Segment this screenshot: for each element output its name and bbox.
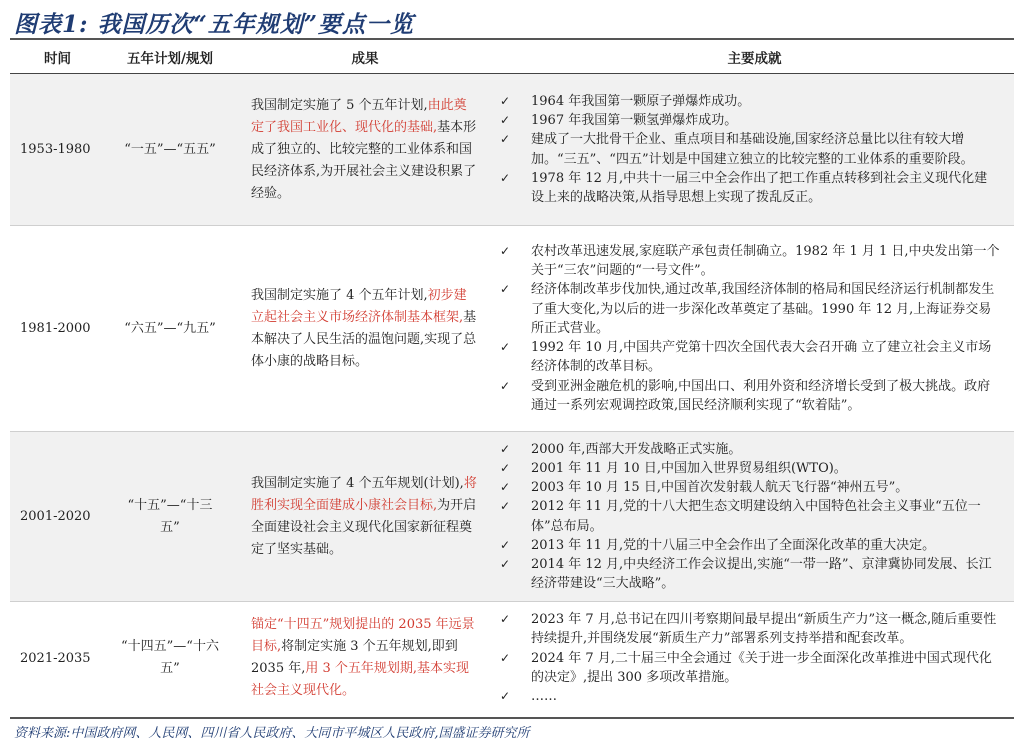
achievement-item (495, 440, 1000, 459)
header-result: 成果 (235, 41, 495, 74)
checkmark-icon: ✓ (499, 612, 511, 627)
checkmark-icon: ✓ (499, 93, 511, 108)
result-text: 我国制定实施了 4 个五年规划(计划), (251, 475, 464, 491)
result-highlight: 锚定“十四五”规划提出的 2035 年远景目标, (251, 617, 475, 655)
achievement-item (495, 536, 1000, 555)
achievement-item (495, 338, 1000, 376)
plan-cell: “十五”—“十三五” (105, 432, 235, 602)
achievement-item (495, 649, 1000, 687)
period-cell: 2001-2020 (10, 432, 105, 602)
achievement-text: 1992 年 10 月,中国共产党第十四次全国代表大会召开确 立了建立社会主义市场经济体制的改革目标。 (531, 340, 992, 375)
achievement-text: 受到亚洲金融危机的影响,中国出口、利用外资和经济增长受到了极大挑战。政府通过一系列宏观调控政策,国民经济顺利实现了“软着陆”。 (531, 378, 991, 413)
checkmark-icon: ✓ (499, 441, 511, 456)
achievement-text: 1978 年 12 月,中共十一届三中全会作出了把工作重点转移到社会主义现代化建设上来的战略决策,从指导思想上实现了拨乱反正。 (531, 170, 988, 205)
achievement-item (495, 111, 1000, 130)
achievement-item (495, 92, 1000, 111)
achievement-text: 农村改革迅速发展,家庭联产承包责任制确立。1982 年 1 月 1 日,中央发出第一个关于“三农”问题的“一号文件”。 (531, 244, 1000, 279)
achievement-text: 经济体制改革步伐加快,通过改革,我国经济体制的格局和国民经济运行机制都发生了重大变化,为以后的进一步深化改革奠定了基础。1990 年 12 月,上海证券交易所正式营业。 (531, 282, 995, 336)
title-rule (10, 38, 1014, 40)
achievement-item (495, 169, 1000, 207)
header-row (10, 41, 1014, 74)
result-highlight: 用 3 个五年规划期,基本实现社会主义现代化。 (251, 661, 470, 699)
achievement-item (495, 497, 1000, 535)
checkmark-icon: ✓ (499, 282, 511, 297)
achievement-item (495, 610, 1000, 648)
achievement-text: 2003 年 10 月 15 日,中国首次发射载人航天飞行器“神州五号”。 (531, 480, 909, 496)
achievement-text: 2014 年 12 月,中央经济工作会议提出,实施“一带一路”、京津冀协同发展、长江经济带建设“三大战略”。 (531, 556, 992, 592)
checkmark-icon: ✓ (499, 499, 511, 514)
achievement-text: 建成了一大批骨干企业、重点项目和基础设施,国家经济总量比以往有较大增加。“三五”、“四五”计划是中国建立独立的比较完整的工业体系的重要阶段。 (531, 132, 974, 167)
header-plan: 五年计划/规划 (105, 41, 235, 74)
result-cell (235, 432, 495, 602)
checkmark-icon: ✓ (499, 113, 511, 128)
figure-title: 图表1: 我国历次“五年规划”要点一览 (14, 11, 414, 38)
achievement-list (495, 242, 1000, 415)
result-cell (235, 602, 495, 715)
checkmark-icon: ✓ (499, 340, 511, 355)
achievement-item (495, 687, 1000, 706)
achievements-cell (495, 602, 1014, 715)
table-row (10, 432, 1014, 602)
achievement-item (495, 280, 1000, 338)
achievement-text: 2013 年 11 月,党的十八届三中全会作出了全面深化改革的重大决定。 (531, 537, 936, 553)
checkmark-icon: ✓ (499, 650, 511, 665)
achievement-text: …… (531, 689, 557, 705)
achievement-text: 2024 年 7 月,二十届三中全会通过《关于进一步全面深化改革推进中国式现代化的决定》,提出 300 多项改革措施。 (531, 650, 992, 685)
checkmark-icon: ✓ (499, 689, 511, 704)
result-text: 为开启全面建设社会主义现代化国家新征程奠定了坚实基础。 (251, 497, 477, 557)
plan-cell: “十四五”—“十六五” (105, 602, 235, 715)
source-note: 资料来源:中国政府网、人民网、四川省人民政府、大同市平城区人民政府,国盛证券研究所 (14, 726, 530, 741)
achievement-text: 2023 年 7 月,总书记在四川考察期间最早提出“新质生产力”这一概念,随后重要性持续提升,并围绕发展“新质生产力”部署系列支持举措和配套改革。 (531, 612, 997, 647)
header-time: 时间 (10, 41, 105, 74)
result-text: 基本形成了独立的、比较完整的工业体系和国民经济体系,为开展社会主义建设积累了经验。 (251, 119, 477, 201)
achievement-text: 2001 年 11 月 10 日,中国加入世界贸易组织(WTO)。 (531, 460, 847, 476)
checkmark-icon: ✓ (499, 480, 511, 495)
plan-cell: “六五”—“九五” (105, 226, 235, 432)
checkmark-icon: ✓ (499, 170, 511, 185)
period-cell: 1953-1980 (10, 74, 105, 226)
result-cell (235, 74, 495, 226)
checkmark-icon: ✓ (499, 460, 511, 475)
achievement-list (495, 610, 1000, 706)
five-year-plan-table (10, 41, 1014, 715)
checkmark-icon: ✓ (499, 244, 511, 259)
achievement-list (495, 440, 1000, 594)
plan-cell: “一五”—“五五” (105, 74, 235, 226)
achievement-item (495, 377, 1000, 415)
table-row (10, 74, 1014, 226)
result-text: 基本解决了人民生活的温饱问题,实现了总体小康的战略目标。 (251, 309, 477, 369)
period-cell: 2021-2035 (10, 602, 105, 715)
checkmark-icon: ✓ (499, 556, 511, 571)
achievement-item (495, 555, 1000, 593)
checkmark-icon: ✓ (499, 132, 511, 147)
achievement-item (495, 130, 1000, 168)
achievement-list (495, 92, 1000, 207)
achievement-text: 1967 年我国第一颗氢弹爆炸成功。 (531, 113, 738, 129)
result-text: 我国制定实施了 5 个五年计划, (251, 97, 428, 113)
checkmark-icon: ✓ (499, 537, 511, 552)
achievements-cell (495, 226, 1014, 432)
table-row (10, 226, 1014, 432)
table-row (10, 602, 1014, 715)
result-text: 我国制定实施了 4 个五年计划, (251, 287, 428, 303)
achievement-item (495, 478, 1000, 497)
source-rule (10, 717, 1014, 719)
checkmark-icon: ✓ (499, 378, 511, 393)
result-highlight: 初步建立起社会主义市场经济体制基本框架, (251, 287, 467, 325)
result-highlight: 将胜利实现全面建成小康社会目标, (251, 475, 477, 513)
achievements-cell (495, 74, 1014, 226)
achievement-item (495, 459, 1000, 478)
achievement-text: 2012 年 11 月,党的十八大把生态文明建设纳入中国特色社会主义事业“五位一体”总布局。 (531, 499, 981, 534)
achievement-text: 2000 年,西部大开发战略正式实施。 (531, 441, 742, 457)
header-achievements: 主要成就 (495, 41, 1014, 74)
period-cell: 1981-2000 (10, 226, 105, 432)
result-highlight: 由此奠定了我国工业化、现代化的基础, (251, 97, 467, 135)
result-cell (235, 226, 495, 432)
achievement-item (495, 242, 1000, 280)
achievement-text: 1964 年我国第一颗原子弹爆炸成功。 (531, 93, 751, 109)
achievements-cell (495, 432, 1014, 602)
result-text: 将制定实施 3 个五年规划,即到 2035 年, (251, 639, 458, 677)
